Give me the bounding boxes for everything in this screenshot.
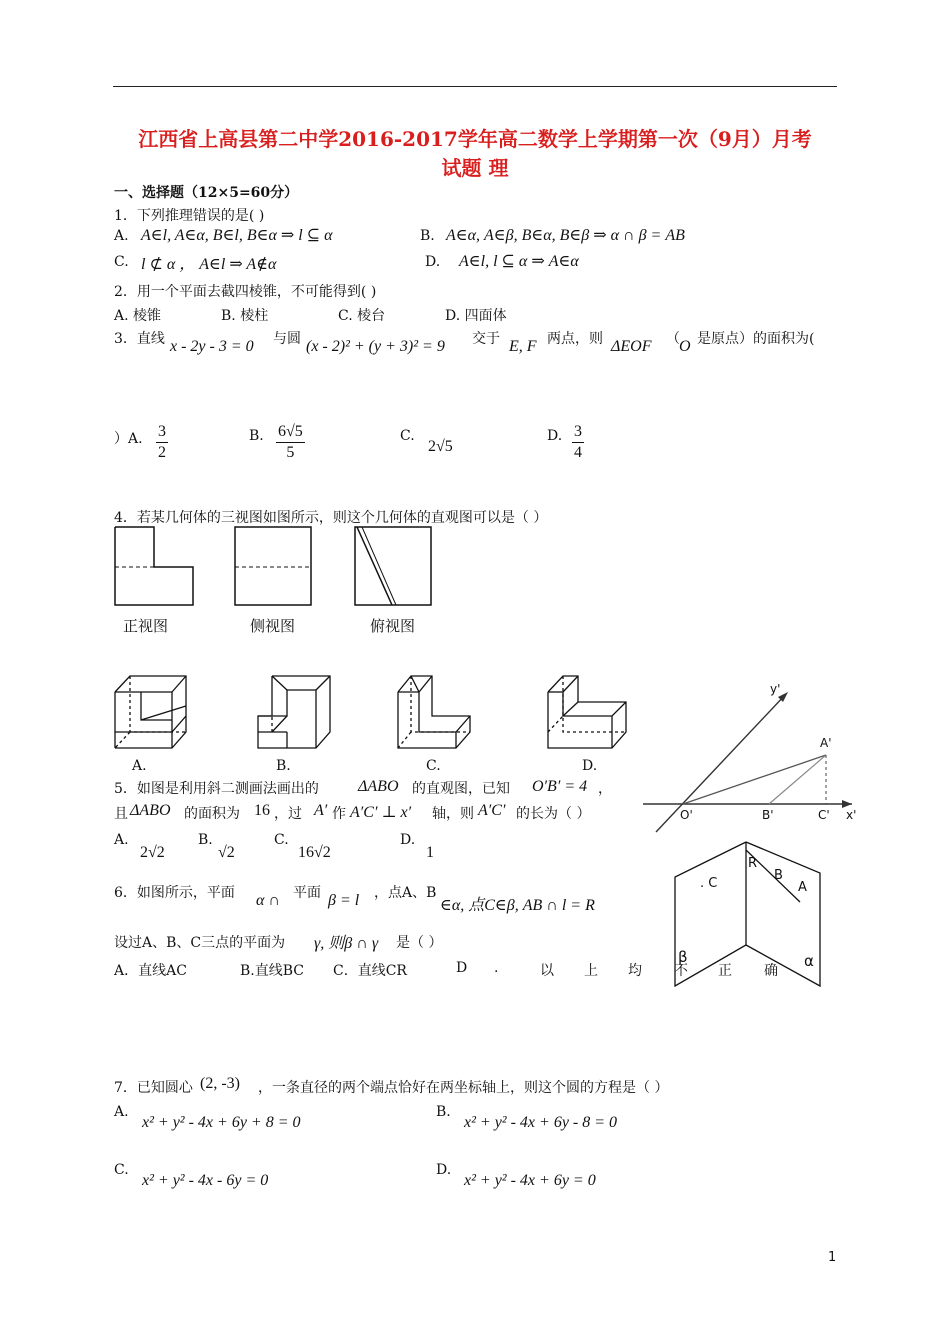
q4-option-b: B. bbox=[276, 758, 291, 774]
fig6-label-r: R bbox=[748, 856, 758, 871]
q5-perpendicular: A′C′ ⊥ x′ bbox=[350, 804, 412, 821]
q5-triangle-2: ΔABO bbox=[130, 802, 171, 819]
q4-stem: 4．若某几何体的三视图如图所示，则这个几何体的直观图可以是（ ） bbox=[114, 510, 548, 526]
q6-option-d-word-3: 均 bbox=[628, 963, 642, 979]
q5-option-d: 1 bbox=[426, 844, 434, 861]
fig5-label-a: A' bbox=[820, 736, 832, 750]
side-view-outline bbox=[235, 527, 311, 605]
q3-text-2: 与圆 bbox=[273, 331, 301, 347]
q7-option-c: x² + y² - 4x - 6y = 0 bbox=[142, 1172, 269, 1189]
q5-area: 16 bbox=[254, 802, 270, 819]
q7-center: (2, -3) bbox=[200, 1075, 240, 1092]
q5-option-a: 2√2 bbox=[140, 844, 165, 861]
q1-option-a: A∈l, A∈α, B∈l, B∈α ⇒ l ⊆ α bbox=[141, 227, 333, 244]
q3-option-d-label: D. bbox=[547, 428, 563, 444]
q6-option-d-word-5: 正 bbox=[718, 963, 732, 979]
fig5-label-x: x' bbox=[846, 808, 857, 822]
q6-text-line2-b: γ, 则β ∩ γ bbox=[314, 935, 379, 952]
q6-text-3: ，点A、B bbox=[374, 885, 437, 901]
q6-text-line2-c: 是（ ） bbox=[396, 935, 443, 951]
fig6-label-alpha: α bbox=[804, 952, 814, 970]
q7-option-a: x² + y² - 4x + 6y + 8 = 0 bbox=[142, 1114, 301, 1131]
side-view-caption: 侧视图 bbox=[250, 617, 296, 635]
q1-option-b-label: B. bbox=[420, 228, 435, 244]
q3-option-c: 2√5 bbox=[428, 438, 453, 455]
q5-triangle-1: ΔABO bbox=[358, 778, 399, 795]
q5-text-3: ， bbox=[598, 781, 612, 797]
q5-option-b: √2 bbox=[218, 844, 235, 861]
q4-solid-a bbox=[115, 676, 186, 748]
q1-option-a-label: A. bbox=[114, 228, 129, 244]
q5-text-2: 的直观图，已知 bbox=[412, 781, 510, 797]
q3-b-numerator: 6√5 bbox=[276, 422, 305, 443]
top-view-caption: 俯视图 bbox=[370, 617, 416, 635]
q5-option-d-label: D. bbox=[400, 832, 416, 848]
q3-origin: O bbox=[679, 338, 691, 355]
q5-point-a: A′ bbox=[314, 802, 328, 819]
front-view-outline bbox=[115, 527, 193, 605]
top-view-outline bbox=[355, 527, 431, 605]
q5-text-5: 的面积为 bbox=[184, 806, 240, 822]
q6-beta-eq: β = l bbox=[328, 892, 360, 909]
fig5-label-o: O' bbox=[680, 808, 693, 822]
q3-option-c-label: C. bbox=[400, 428, 415, 444]
q3-b-denominator: 5 bbox=[286, 444, 295, 461]
title-line-2: 试题 理 bbox=[441, 156, 509, 180]
q4-option-d: D. bbox=[582, 758, 598, 774]
q3-text-3: 交于 bbox=[472, 331, 500, 347]
q7-option-b-label: B. bbox=[436, 1104, 451, 1120]
q7-stem-1: 7．已知圆心 bbox=[114, 1080, 193, 1096]
q1-option-d-label: D. bbox=[425, 254, 441, 270]
q1-option-c: l ⊄ α ， A∈l ⇒ A∉α bbox=[141, 256, 277, 273]
section-heading: 一、选择题（12×5=60分） bbox=[114, 185, 299, 201]
q3-option-b-label: B. bbox=[249, 428, 264, 444]
q5-text-4: 且 bbox=[114, 806, 128, 822]
q6-option-d-word-2: 上 bbox=[584, 963, 598, 979]
q6-option-d-word-1: 以 bbox=[540, 963, 554, 979]
q4-option-c: C. bbox=[426, 758, 441, 774]
fig5-label-b: B' bbox=[762, 808, 774, 822]
page-number: 1 bbox=[828, 1250, 837, 1265]
q5-text-7: 作 bbox=[332, 806, 346, 822]
q7-option-d-label: D. bbox=[436, 1162, 452, 1178]
q3-text-5: （ bbox=[666, 331, 680, 347]
q4-solid-c bbox=[398, 676, 470, 748]
fig5-label-y: y' bbox=[770, 682, 781, 696]
q5-option-c-label: C. bbox=[274, 832, 289, 848]
q7-option-d: x² + y² - 4x + 6y = 0 bbox=[464, 1172, 596, 1189]
q7-option-a-label: A. bbox=[114, 1104, 129, 1120]
q5-text-8: 轴，则 bbox=[432, 806, 474, 822]
q6-text-2: 平面 bbox=[293, 885, 321, 901]
fig6-label-b: B bbox=[774, 868, 783, 883]
q6-conditions: ∈α, 点C∈β, AB ∩ l = R bbox=[440, 897, 595, 914]
segment-b-a bbox=[769, 755, 826, 804]
q7-stem-2: ，一条直径的两个端点恰好在两坐标轴上，则这个圆的方程是（ ） bbox=[258, 1080, 669, 1096]
segment-o-a bbox=[683, 755, 826, 804]
q3-line-equation: x - 2y - 3 = 0 bbox=[170, 338, 254, 355]
q3-a-numerator: 3 bbox=[156, 422, 168, 443]
q6-option-d: D bbox=[456, 960, 468, 976]
q5-ob-length: O′B′ = 4 bbox=[532, 778, 588, 795]
q6-option-d-dot: . bbox=[494, 960, 499, 976]
fig6-label-c: . C bbox=[700, 876, 718, 891]
q6-option-b: B.直线BC bbox=[240, 963, 304, 979]
q4-option-a: A. bbox=[132, 758, 147, 774]
q3-option-a-label: ）A. bbox=[114, 431, 143, 447]
q5-option-c: 16√2 bbox=[298, 844, 331, 861]
q5-segment-ac: A′C′ bbox=[478, 802, 506, 819]
q6-option-c: C．直线CR bbox=[333, 963, 407, 979]
q3-d-denominator: 4 bbox=[574, 444, 582, 461]
q2-option-a: A. 棱锥 bbox=[114, 308, 162, 324]
q2-option-d: D. 四面体 bbox=[445, 308, 507, 324]
title-line-1: 江西省上高县第二中学2016-2017学年高二数学上学期第一次（9月）月考 bbox=[138, 127, 812, 151]
q1-stem: 1．下列推理错误的是( ) bbox=[114, 208, 265, 224]
fig5-label-c: C' bbox=[818, 808, 830, 822]
q5-text-6: ，过 bbox=[274, 806, 302, 822]
q5-text-9: 的长为（ ） bbox=[516, 806, 591, 822]
fig6-label-beta: β bbox=[678, 948, 688, 966]
q2-stem: 2．用一个平面去截四棱锥，不可能得到( ) bbox=[114, 284, 377, 300]
q3-points: E, F bbox=[509, 338, 537, 355]
q3-triangle: ΔEOF bbox=[611, 338, 652, 355]
q1-option-d: A∈l, l ⊆ α ⇒ A∈α bbox=[459, 253, 579, 270]
q7-option-c-label: C. bbox=[114, 1162, 129, 1178]
q3-text-1: 3．直线 bbox=[114, 331, 165, 347]
q6-option-a: A．直线AC bbox=[114, 963, 187, 979]
top-view-diagonal bbox=[357, 527, 392, 605]
q3-a-denominator: 2 bbox=[158, 444, 166, 461]
q6-text-line2-a: 设过A、B、C三点的平面为 bbox=[114, 935, 286, 951]
q5-option-b-label: B. bbox=[198, 832, 213, 848]
q3-text-4: 两点，则 bbox=[547, 331, 603, 347]
q1-option-c-label: C. bbox=[114, 254, 129, 270]
q6-option-d-word-4: 不 bbox=[674, 963, 688, 979]
q5-text-1: 5．如图是利用斜二测画法画出的 bbox=[114, 781, 319, 797]
q4-solid-b bbox=[258, 676, 330, 748]
q2-option-b: B. 棱柱 bbox=[221, 308, 269, 324]
q6-option-d-word-6: 确 bbox=[764, 963, 778, 979]
q3-circle-equation: (x - 2)² + (y + 3)² = 9 bbox=[306, 338, 445, 355]
q3-d-numerator: 3 bbox=[572, 422, 584, 443]
front-view-caption: 正视图 bbox=[123, 617, 169, 635]
q5-option-a-label: A. bbox=[114, 832, 129, 848]
q2-option-c: C. 棱台 bbox=[338, 308, 386, 324]
x-axis-arrow bbox=[842, 800, 852, 808]
q3-text-6: 是原点）的面积为( bbox=[697, 331, 815, 347]
q4-solid-d bbox=[548, 676, 626, 748]
q1-option-b: A∈α, A∈β, B∈α, B∈β ⇒ α ∩ β = AB bbox=[446, 227, 685, 244]
top-view-diagonal-2 bbox=[362, 527, 396, 605]
q7-option-b: x² + y² - 4x + 6y - 8 = 0 bbox=[464, 1114, 618, 1131]
q6-text-1: 6．如图所示，平面 bbox=[114, 885, 235, 901]
fig6-label-a: A bbox=[798, 880, 807, 895]
q6-alpha-cap: α ∩ bbox=[256, 892, 280, 909]
